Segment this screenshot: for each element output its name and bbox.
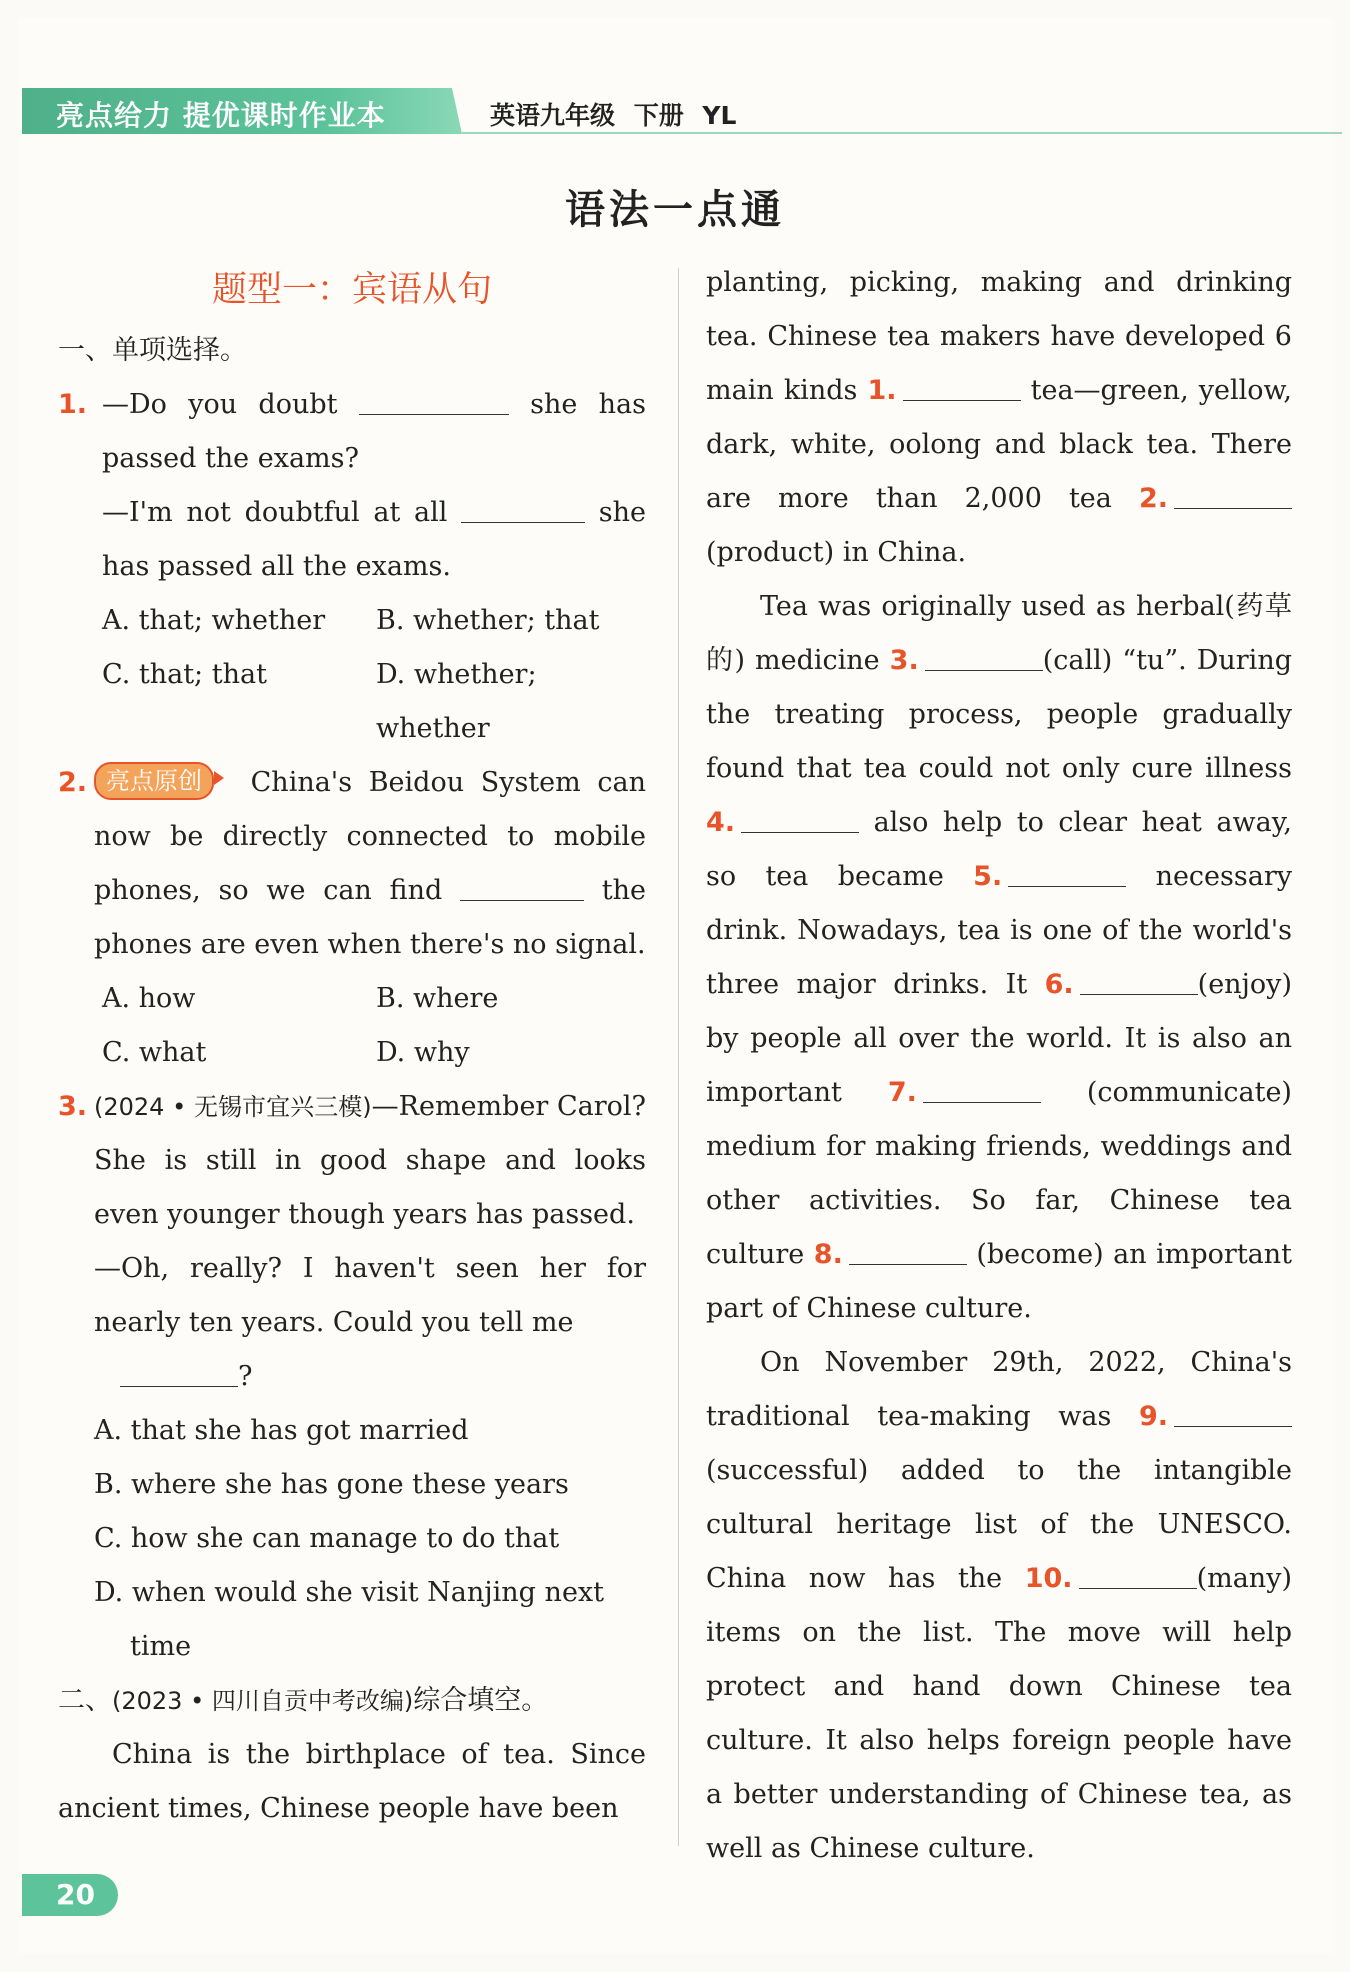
q3-options	[58, 1404, 646, 1674]
passage-text: On November 29th, 2022, China's traditional tea-making was	[706, 1347, 1292, 1432]
option-d-continuation: time	[130, 1631, 192, 1662]
blank-number: 1.	[867, 375, 897, 406]
question-text: she has passed the exams?	[102, 389, 646, 474]
passage-text: (successful) added to the intangible cultural heritage list of the UNESCO. China now has the	[706, 1455, 1292, 1594]
passage-text: (product) in China.	[706, 537, 967, 568]
answer-blank[interactable]	[120, 1362, 238, 1387]
part2-source: (2023 • 四川自贡中考改编)	[112, 1687, 414, 1715]
blank-number: 2.	[1138, 483, 1168, 514]
option-d[interactable]: D. why	[376, 1037, 470, 1068]
subject-label: 英语九年级 下册 YL	[490, 101, 737, 130]
answer-blank[interactable]	[903, 376, 1021, 401]
part1-heading: 一、单项选择。	[58, 335, 247, 366]
passage-paragraph-3	[706, 1336, 1292, 1876]
option-b[interactable]: B. where she has gone these years	[94, 1469, 569, 1500]
section-title: 题型一：宾语从句	[211, 270, 492, 310]
answer-blank[interactable]	[849, 1240, 967, 1265]
original-badge: 亮点原创	[94, 762, 214, 800]
option-c[interactable]: C. how she can manage to do that	[94, 1523, 560, 1554]
question-3	[58, 1080, 646, 1404]
question-number: 2.	[58, 767, 88, 798]
left-column	[58, 256, 646, 1836]
option-b[interactable]: B. whether; that	[376, 605, 600, 636]
answer-blank[interactable]	[460, 876, 584, 901]
passage-text: Tea was originally used as herbal(药草的) medicine	[706, 591, 1292, 676]
blank-number: 9.	[1138, 1401, 1168, 1432]
option-d[interactable]: D. when would she visit Nanjing next	[94, 1577, 604, 1608]
answer-blank[interactable]	[1080, 970, 1198, 995]
answer-blank[interactable]	[461, 498, 585, 523]
page-header	[22, 88, 1322, 136]
answer-blank[interactable]	[359, 390, 509, 415]
answer-blank[interactable]	[925, 646, 1043, 671]
answer-blank[interactable]	[741, 808, 859, 833]
page-number: 20	[22, 1874, 118, 1916]
blank-number: 3.	[889, 645, 919, 676]
option-d[interactable]: D. whether; whether	[376, 659, 537, 744]
answer-blank[interactable]	[1174, 484, 1292, 509]
passage-text: (communicate) medium for making friends, weddings and other activities. So far, Chinese tea culture	[706, 1077, 1292, 1270]
blank-number: 10.	[1024, 1563, 1073, 1594]
question-text: —Oh, really? I haven't seen her for nearly ten years. Could you tell me	[94, 1253, 646, 1338]
part2-number: 二、	[58, 1685, 112, 1716]
question-text: China's Beidou System can now be directly connected to mobile phones, so we can find	[94, 767, 646, 906]
blank-number: 5.	[973, 861, 1003, 892]
option-c[interactable]: C. that; that	[102, 659, 267, 690]
passage-text: necessary drink. Nowadays, tea is one of the world's three major drinks. It	[706, 861, 1292, 1000]
passage-paragraph-2	[706, 580, 1292, 1336]
question-text: —Do you doubt	[102, 389, 338, 420]
passage-intro: China is the birthplace of tea. Since ancient times, Chinese people have been	[58, 1739, 646, 1824]
passage-text: (become) an important part of Chinese culture.	[706, 1239, 1293, 1324]
answer-blank[interactable]	[1174, 1402, 1292, 1427]
q1-options	[58, 594, 646, 756]
brand-title: 亮点给力 提优课时作业本	[56, 99, 386, 132]
passage-text: (call) “tu”. During the treating process, people gradually found that tea could not only cure illness	[706, 645, 1292, 784]
column-divider	[678, 268, 679, 1846]
question-number: 3.	[58, 1091, 88, 1122]
question-text: —Remember Carol? She is still in good shape and looks even younger though years has passed.	[94, 1091, 646, 1230]
question-1	[58, 378, 646, 594]
page-title: 语法一点通	[565, 187, 785, 233]
passage-paragraph-1	[706, 256, 1292, 580]
question-source: (2024 • 无锡市宜兴三模)	[94, 1093, 372, 1121]
blank-number: 8.	[813, 1239, 843, 1270]
question-text: —I'm not doubtful at all	[102, 497, 448, 528]
question-text: the phones are even when there's no signal.	[94, 875, 646, 960]
option-b[interactable]: B. where	[376, 983, 499, 1014]
part2-label: 综合填空。	[413, 1685, 549, 1716]
question-number: 1.	[58, 389, 88, 420]
passage-text: (many) items on the list. The move will help protect and hand down Chinese tea culture. It also helps foreign people have a better understanding of Chinese tea, as well as Chinese culture.	[706, 1563, 1292, 1864]
passage-text: (enjoy) by people all over the world. It is also an important	[706, 969, 1292, 1108]
blank-number: 4.	[706, 807, 736, 838]
option-c[interactable]: C. what	[102, 1037, 207, 1068]
badge-arrow-icon	[214, 771, 224, 785]
answer-blank[interactable]	[1079, 1564, 1197, 1589]
passage-text: tea—green, yellow, dark, white, oolong and black tea. There are more than 2,000 tea	[706, 375, 1292, 514]
question-2	[58, 756, 646, 972]
question-text: she has passed all the exams.	[102, 497, 646, 582]
right-column	[706, 256, 1292, 1876]
option-a[interactable]: A. how	[102, 983, 196, 1014]
answer-blank[interactable]	[923, 1078, 1041, 1103]
answer-blank[interactable]	[1008, 862, 1126, 887]
passage-text: planting, picking, making and drinking tea. Chinese tea makers have developed 6 main kinds	[706, 267, 1292, 406]
header-rule	[462, 132, 1342, 134]
passage-text: also help to clear heat away, so tea became	[706, 807, 1292, 892]
blank-number: 6.	[1044, 969, 1074, 1000]
blank-number: 7.	[887, 1077, 917, 1108]
part2-heading	[58, 1674, 646, 1728]
option-a[interactable]: A. that; whether	[102, 605, 326, 636]
option-a[interactable]: A. that she has got married	[94, 1415, 469, 1446]
question-text: ?	[238, 1361, 253, 1392]
q2-options	[58, 972, 646, 1080]
